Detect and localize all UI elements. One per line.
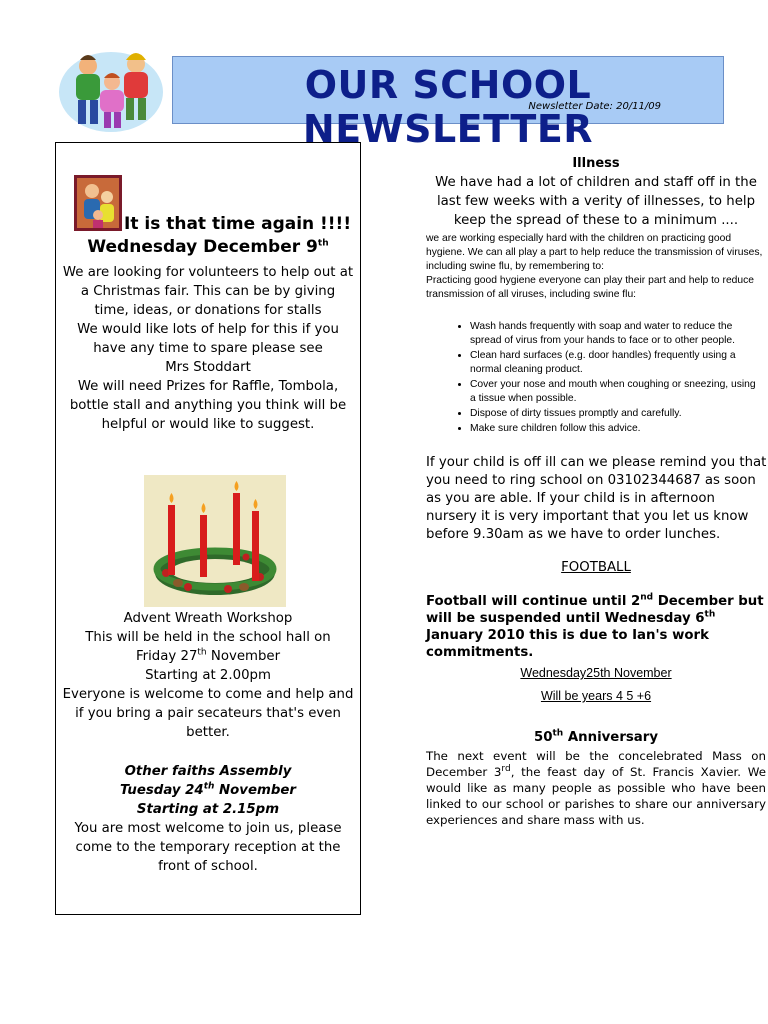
- football-body: Football will continue until 2nd December but will be suspended until Wednesday 6th January 2010 this is due to Ian's work commitments.: [426, 592, 764, 660]
- faiths-title: Other faiths Assembly: [124, 764, 292, 779]
- football-date: Wednesday25th November: [520, 666, 672, 680]
- children-clipart-icon: [56, 44, 166, 136]
- football-details: [426, 593, 764, 661]
- football-section: [426, 558, 766, 577]
- advent-title: Advent Wreath Workshop: [123, 611, 293, 626]
- fair-heading: It is that time again !!!!: [124, 214, 352, 234]
- fair-para-2: We would like lots of help for this if you have any time to spare please see: [77, 322, 339, 356]
- advent-line-1: This will be held in the school hall on: [85, 630, 331, 645]
- anniversary-title: 50th Anniversary: [533, 728, 658, 745]
- football-schedule: [426, 662, 766, 708]
- hygiene-list: [426, 320, 764, 437]
- faiths-time: Starting at 2.15pm: [136, 802, 280, 817]
- football-years: Will be years 4 5 +6: [540, 689, 652, 703]
- absence-section: [426, 454, 768, 544]
- faiths-date: Tuesday 24th November: [120, 781, 296, 798]
- list-item: • Cover your nose and mouth when coughing or sneezing, using a tissue when possible.: [470, 378, 764, 406]
- hygiene-notes: [426, 232, 766, 302]
- illness-title: Illness: [572, 156, 620, 171]
- list-item: • Wash hands frequently with soap and water to reduce the spread of virus from your hands to face or to other people.: [470, 320, 764, 348]
- illness-intro: We have had a lot of children and staff off in the last few weeks with a verity of illnesses, to help keep the spread of these to a minimum ....: [435, 175, 757, 228]
- hygiene-para-2: Practicing good hygiene everyone can play their part and help to reduce transmission of all viruses, including swine flu:: [426, 275, 754, 300]
- fair-para-3: We will need Prizes for Raffle, Tombola, bottle stall and anything you think will be helpful or would like to suggest.: [69, 379, 347, 432]
- list-item: • Make sure children follow this advice.: [470, 422, 764, 436]
- fair-date: Wednesday December 9th: [87, 237, 329, 257]
- anniversary-details: [426, 748, 766, 828]
- list-item: • Clean hard surfaces (e.g. door handles) frequently using a normal cleaning product.: [470, 349, 764, 377]
- page-title: OUR SCHOOL NEWSLETTER: [302, 63, 594, 151]
- advent-wreath-icon: [144, 475, 286, 607]
- list-item: • Dispose of dirty tissues promptly and carefully.: [470, 407, 764, 421]
- anniversary-section: [426, 728, 766, 747]
- football-title: FOOTBALL: [561, 560, 631, 575]
- newsletter-date: Newsletter Date: 20/11/09: [528, 101, 661, 112]
- faiths-body: You are most welcome to join us, please come to the temporary reception at the front of school.: [74, 821, 342, 874]
- advent-line-2: Friday 27th November: [135, 647, 281, 664]
- advent-line-3: Starting at 2.00pm: [145, 668, 271, 683]
- hygiene-para-1: we are working especially hard with the children on practicing good hygiene. We can all play a part to help reduce the transmission of viruses, including swine flu, by remembering to:: [426, 233, 763, 272]
- left-column-box: [55, 142, 361, 915]
- illness-section: [426, 154, 766, 230]
- advent-line-4: Everyone is welcome to come and help and if you bring a pair secateurs that's even better.: [62, 687, 354, 740]
- fair-contact: Mrs Stoddart: [165, 360, 251, 375]
- anniversary-body: The next event will be the concelebrated Mass on December 3rd, the feast day of St. Francis Xavier. We would like as many people as possible who have been linked to our school or parishes to share our anniversary experiences and share mass with us.: [426, 749, 766, 827]
- absence-notice: If your child is off ill can we please remind you that you need to ring school on 03102344687 as soon as you are able. If your child is in afternoon nursery it is very important that you let us know before 9.30am as we have to order lunches.: [426, 455, 767, 542]
- fair-para-1: We are looking for volunteers to help out at a Christmas fair. This can be by giving time, ideas, or donations for stalls: [62, 265, 354, 318]
- newsletter-banner: [172, 56, 724, 151]
- family-clipart-icon: [74, 175, 122, 231]
